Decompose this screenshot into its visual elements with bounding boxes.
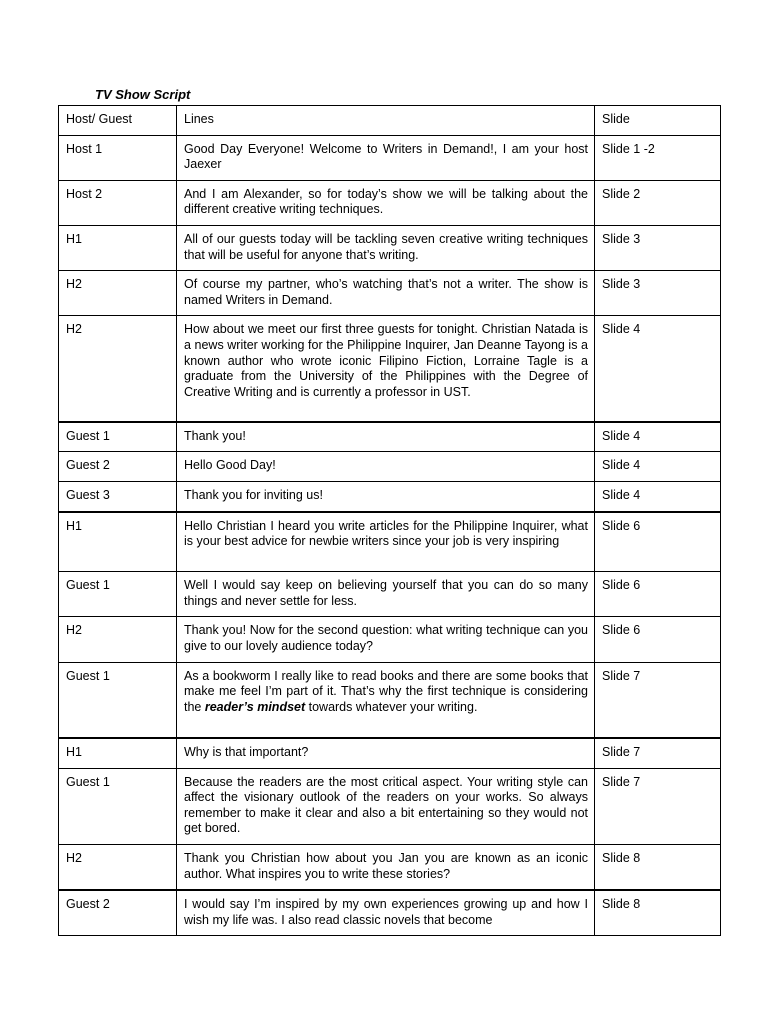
slide-cell: Slide 2 xyxy=(595,180,721,225)
table-row xyxy=(59,738,721,768)
speaker-cell: H1 xyxy=(59,225,177,270)
line-cell: Hello Good Day! xyxy=(177,452,595,482)
table-row xyxy=(59,316,721,422)
line-text: towards whatever your writing. xyxy=(305,699,478,714)
table-row xyxy=(59,890,721,936)
line-cell: Why is that important? xyxy=(177,738,595,768)
table-row xyxy=(59,452,721,482)
line-cell: How about we meet our first three guests for tonight. Christian Natada is a news writer working for the Philippine Inquirer, Jan Deanne Tayong is a known author who wrote iconic Filipino Fiction, Lorraine Tagle is a graduate from the University of the Philippines with the Degree of Creative Writing and is currently a professor in UST. xyxy=(177,316,595,422)
slide-cell: Slide 6 xyxy=(595,572,721,617)
slide-cell: Slide 4 xyxy=(595,316,721,422)
line-cell: Well I would say keep on believing yourself that you can do so many things and never settle for less. xyxy=(177,572,595,617)
header-speaker: Host/ Guest xyxy=(59,106,177,136)
table-header-row xyxy=(59,106,721,136)
slide-cell: Slide 6 xyxy=(595,617,721,662)
table-row xyxy=(59,482,721,512)
slide-cell: Slide 6 xyxy=(595,512,721,572)
speaker-cell: Guest 2 xyxy=(59,452,177,482)
slide-cell: Slide 4 xyxy=(595,452,721,482)
speaker-cell: Host 2 xyxy=(59,180,177,225)
line-cell: And I am Alexander, so for today’s show we will be talking about the different creative writing techniques. xyxy=(177,180,595,225)
slide-cell: Slide 7 xyxy=(595,662,721,738)
speaker-cell: Guest 1 xyxy=(59,662,177,738)
line-cell: Because the readers are the most critical aspect. Your writing style can affect the visionary outlook of the readers on your works. So always remember to make it clear and also a bit entertaining so they would not get bored. xyxy=(177,768,595,844)
line-cell: I would say I’m inspired by my own experiences growing up and how I wish my life was. I also read classic novels that become xyxy=(177,890,595,936)
line-cell: Good Day Everyone! Welcome to Writers in Demand!, I am your host Jaexer xyxy=(177,135,595,180)
table-row xyxy=(59,271,721,316)
speaker-cell: Guest 1 xyxy=(59,768,177,844)
slide-cell: Slide 8 xyxy=(595,844,721,890)
line-text: As a bookworm I really like to read books and there are some books that make me feel I’m part of it. That’s why the first technique is considering the xyxy=(184,668,588,714)
slide-cell: Slide 4 xyxy=(595,482,721,512)
slide-cell: Slide 1 -2 xyxy=(595,135,721,180)
speaker-cell: H2 xyxy=(59,316,177,422)
slide-cell: Slide 8 xyxy=(595,890,721,936)
line-cell: Thank you Christian how about you Jan you are known as an iconic author. What inspires you to write these stories? xyxy=(177,844,595,890)
line-cell: All of our guests today will be tackling seven creative writing techniques that will be useful for anyone that’s writing. xyxy=(177,225,595,270)
document-title: TV Show Script xyxy=(95,87,191,102)
line-cell: Hello Christian I heard you write articles for the Philippine Inquirer, what is your best advice for newbie writers since your job is very inspiring xyxy=(177,512,595,572)
speaker-cell: H1 xyxy=(59,512,177,572)
line-cell: Thank you for inviting us! xyxy=(177,482,595,512)
line-cell: Thank you! xyxy=(177,422,595,452)
speaker-cell: H1 xyxy=(59,738,177,768)
table-row xyxy=(59,135,721,180)
speaker-cell: Guest 1 xyxy=(59,572,177,617)
table-row xyxy=(59,225,721,270)
table-row xyxy=(59,180,721,225)
speaker-cell: H2 xyxy=(59,617,177,662)
line-cell: Thank you! Now for the second question: what writing technique can you give to our lovely audience today? xyxy=(177,617,595,662)
table-row xyxy=(59,572,721,617)
table-row xyxy=(59,617,721,662)
header-slide: Slide xyxy=(595,106,721,136)
line-cell xyxy=(177,662,595,738)
speaker-cell: Guest 2 xyxy=(59,890,177,936)
header-lines: Lines xyxy=(177,106,595,136)
emphasized-term: reader’s mindset xyxy=(204,699,306,714)
slide-cell: Slide 3 xyxy=(595,271,721,316)
table-row xyxy=(59,422,721,452)
speaker-cell: Guest 3 xyxy=(59,482,177,512)
table-row xyxy=(59,662,721,738)
speaker-cell: H2 xyxy=(59,271,177,316)
speaker-cell: H2 xyxy=(59,844,177,890)
table-row xyxy=(59,512,721,572)
table-row xyxy=(59,768,721,844)
slide-cell: Slide 7 xyxy=(595,768,721,844)
speaker-cell: Host 1 xyxy=(59,135,177,180)
line-cell: Of course my partner, who’s watching that’s not a writer. The show is named Writers in Demand. xyxy=(177,271,595,316)
slide-cell: Slide 4 xyxy=(595,422,721,452)
slide-cell: Slide 7 xyxy=(595,738,721,768)
speaker-cell: Guest 1 xyxy=(59,422,177,452)
script-table xyxy=(58,105,721,936)
slide-cell: Slide 3 xyxy=(595,225,721,270)
table-row xyxy=(59,844,721,890)
